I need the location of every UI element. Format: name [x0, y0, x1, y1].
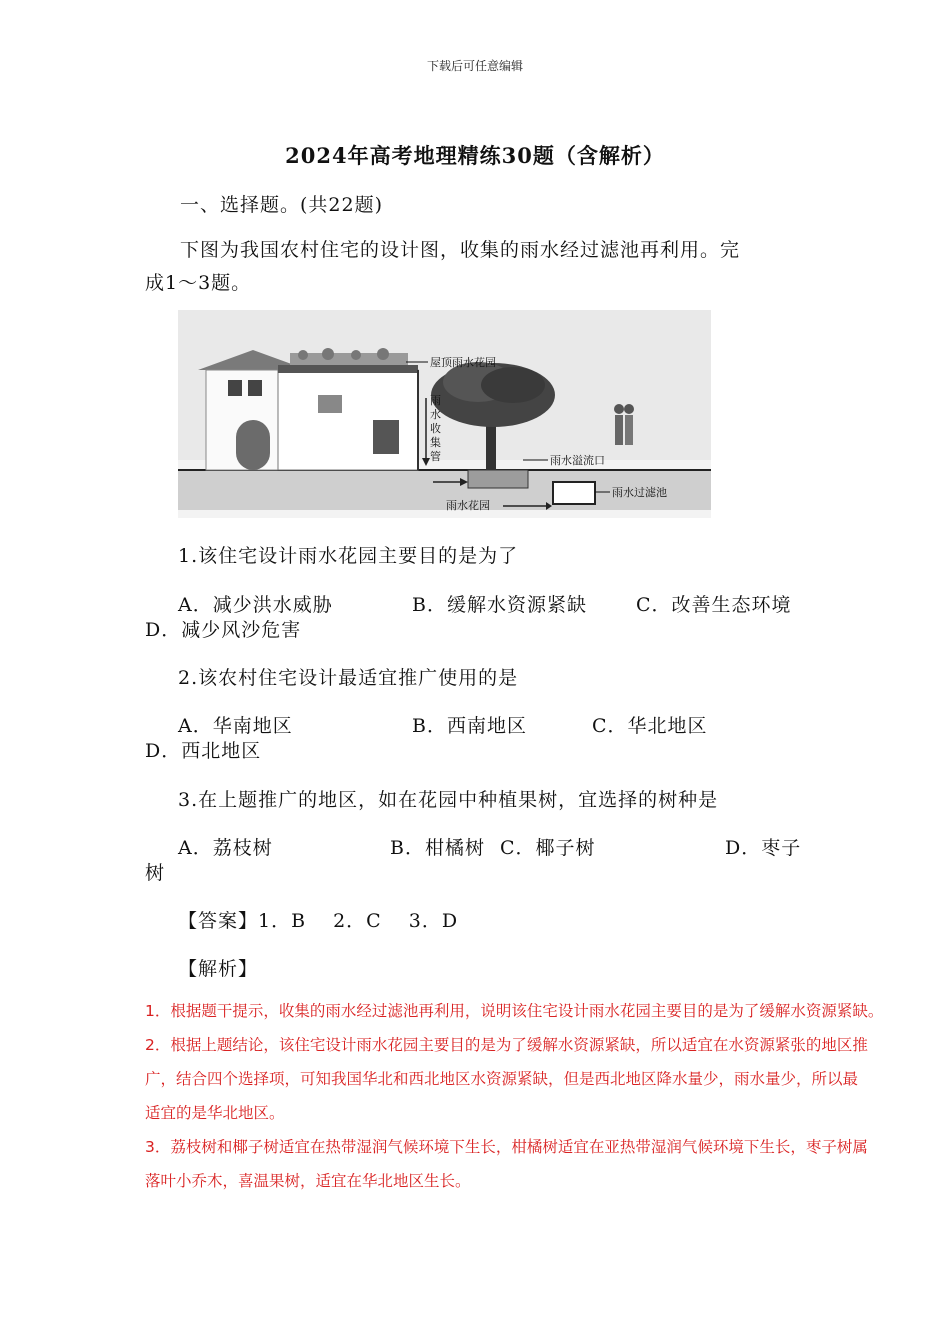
explanation-line-6: 落叶小乔木，喜温果树，适宜在华北地区生长。	[145, 1172, 471, 1190]
label-rain-garden: 雨水花园	[446, 499, 490, 512]
header-note: 下载后可任意编辑	[426, 59, 523, 73]
q2-option-a: A．华南地区	[178, 715, 293, 737]
page-title: 2024年高考地理精练30题（含解析）	[285, 143, 665, 168]
explanation-line-4: 适宜的是华北地区。	[145, 1104, 285, 1122]
intro-line-1: 下图为我国农村住宅的设计图，收集的雨水经过滤池再利用。完	[180, 239, 741, 261]
explanation-line-1: 1．根据题干提示，收集的雨水经过滤池再利用，说明该住宅设计雨水花园主要目的是为了缓解水资源紧缺。	[145, 1002, 884, 1020]
label-downpipe-2: 水	[430, 408, 441, 421]
q3-option-c: C．椰子树	[500, 837, 596, 859]
q2-option-b: B．西南地区	[412, 715, 527, 737]
explanation-line-3: 广，结合四个选择项，可知我国华北和西北地区水资源紧缺，但是西北地区降水量少，雨水量少，所以最	[145, 1070, 859, 1088]
intro-line-2: 成1～3题。	[145, 272, 252, 294]
analysis-heading: 【解析】	[178, 958, 259, 980]
question-3-stem: 3.在上题推广的地区，如在花园中种植果树，宜选择的树种是	[178, 789, 719, 811]
q3-option-b: B．柑橘树	[390, 837, 485, 859]
q3-option-d: D．枣子	[725, 837, 802, 859]
q2-option-d: D．西北地区	[145, 740, 262, 762]
q1-option-c: C．改善生态环境	[636, 594, 792, 616]
label-downpipe-5: 管	[430, 450, 441, 463]
question-1-stem: 1.该住宅设计雨水花园主要目的是为了	[178, 545, 519, 567]
label-downpipe-4: 集	[430, 436, 441, 449]
explanation-block	[145, 994, 935, 1198]
label-filter-pool: 雨水过滤池	[612, 486, 667, 499]
question-2-stem: 2.该农村住宅设计最适宜推广使用的是	[178, 667, 519, 689]
q3-option-a: A．荔枝树	[178, 837, 273, 859]
label-roof-garden: 屋顶雨水花园	[430, 356, 496, 369]
q2-option-c: C．华北地区	[592, 715, 708, 737]
label-downpipe-3: 收	[430, 422, 441, 435]
q1-option-b: B．缓解水资源紧缺	[412, 594, 587, 616]
label-downpipe-1: 雨	[430, 394, 441, 407]
section-heading: 一、选择题。(共22题)	[180, 194, 384, 216]
q1-option-d: D．减少风沙危害	[145, 619, 302, 641]
explanation-line-2: 2．根据上题结论，该住宅设计雨水花园主要目的是为了缓解水资源紧缺，所以适宜在水资源紧张的地区推	[145, 1036, 868, 1054]
q3-option-d-wrap: 树	[145, 862, 166, 884]
explanation-line-5: 3．荔枝树和椰子树适宜在热带湿润气候环境下生长，柑橘树适宜在亚热带湿润气候环境下生长，枣子树属	[145, 1138, 868, 1156]
label-overflow: 雨水溢流口	[550, 454, 605, 467]
house-rainwater-diagram	[178, 310, 711, 518]
answer-key: 【答案】1．B 2．C 3．D	[178, 910, 459, 932]
q1-option-a: A．减少洪水威胁	[178, 594, 333, 616]
intro-paragraph	[145, 234, 805, 300]
